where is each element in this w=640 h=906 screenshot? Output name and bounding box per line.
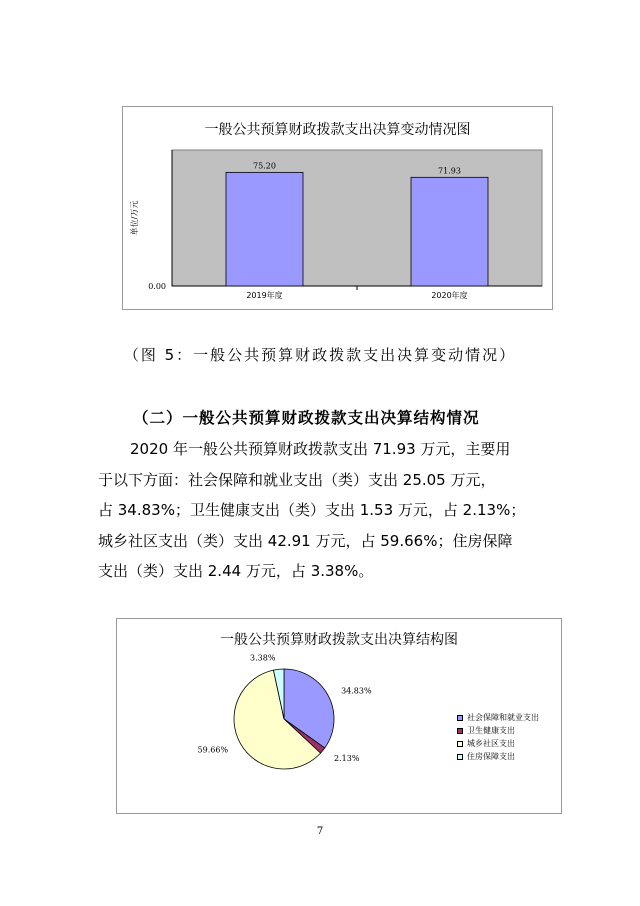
page-number: 7 bbox=[316, 826, 324, 837]
paragraph-line: 城乡社区支出（类）支出 42.91 万元，占 59.66%；住房保障 bbox=[98, 531, 513, 550]
section-heading: （二）一般公共预算财政拨款支出决算结构情况 bbox=[133, 409, 480, 427]
legend-swatch bbox=[457, 754, 463, 760]
legend-item-housing bbox=[457, 751, 515, 762]
bar-chart-frame bbox=[122, 106, 553, 310]
bar-value-label: 75.20 bbox=[253, 161, 276, 171]
pie-chart-title: 一般公共预算财政拨款支出决算结构图 bbox=[220, 632, 458, 648]
legend-swatch bbox=[457, 715, 463, 721]
pie-value-label: 34.83% bbox=[341, 686, 372, 696]
legend-swatch bbox=[457, 728, 463, 734]
legend-item-social-security bbox=[457, 712, 539, 723]
x-tick-label: 2020年度 bbox=[431, 291, 468, 300]
legend-label: 社会保障和就业支出 bbox=[467, 713, 539, 722]
y-axis-label: 单位/万元 bbox=[130, 200, 139, 236]
paragraph-line: 支出（类）支出 2.44 万元，占 3.38%。 bbox=[98, 562, 374, 580]
y-tick-label: 0.00 bbox=[148, 282, 166, 291]
legend-swatch bbox=[457, 741, 463, 747]
figure-caption: （图 5：一般公共预算财政拨款支出决算变动情况） bbox=[123, 346, 517, 364]
body-paragraph bbox=[98, 434, 558, 587]
legend-label: 城乡社区支出 bbox=[467, 739, 515, 748]
pie-value-label: 2.13% bbox=[334, 754, 360, 764]
legend-label: 住房保障支出 bbox=[467, 752, 515, 761]
paragraph-line: 2020 年一般公共预算财政拨款支出 71.93 万元，主要用 bbox=[130, 440, 511, 458]
bar-chart-svg bbox=[123, 107, 552, 309]
bar bbox=[226, 172, 303, 286]
legend-label: 卫生健康支出 bbox=[467, 726, 515, 735]
pie-value-label: 59.66% bbox=[197, 745, 229, 755]
legend-item-health bbox=[457, 725, 515, 736]
bar bbox=[411, 177, 488, 286]
bar-chart-title: 一般公共预算财政拨款支出决算变动情况图 bbox=[204, 122, 471, 138]
pie-value-label: 3.38% bbox=[250, 653, 276, 663]
x-tick-label: 2019年度 bbox=[246, 291, 283, 300]
bar-value-label: 71.93 bbox=[438, 166, 461, 176]
legend-item-urban-rural bbox=[457, 738, 515, 749]
paragraph-line: 于以下方面：社会保障和就业支出（类）支出 25.05 万元， bbox=[98, 470, 496, 489]
pie-chart-frame bbox=[116, 618, 562, 814]
paragraph-line: 占 34.83%；卫生健康支出（类）支出 1.53 万元，占 2.13%； bbox=[98, 501, 526, 519]
